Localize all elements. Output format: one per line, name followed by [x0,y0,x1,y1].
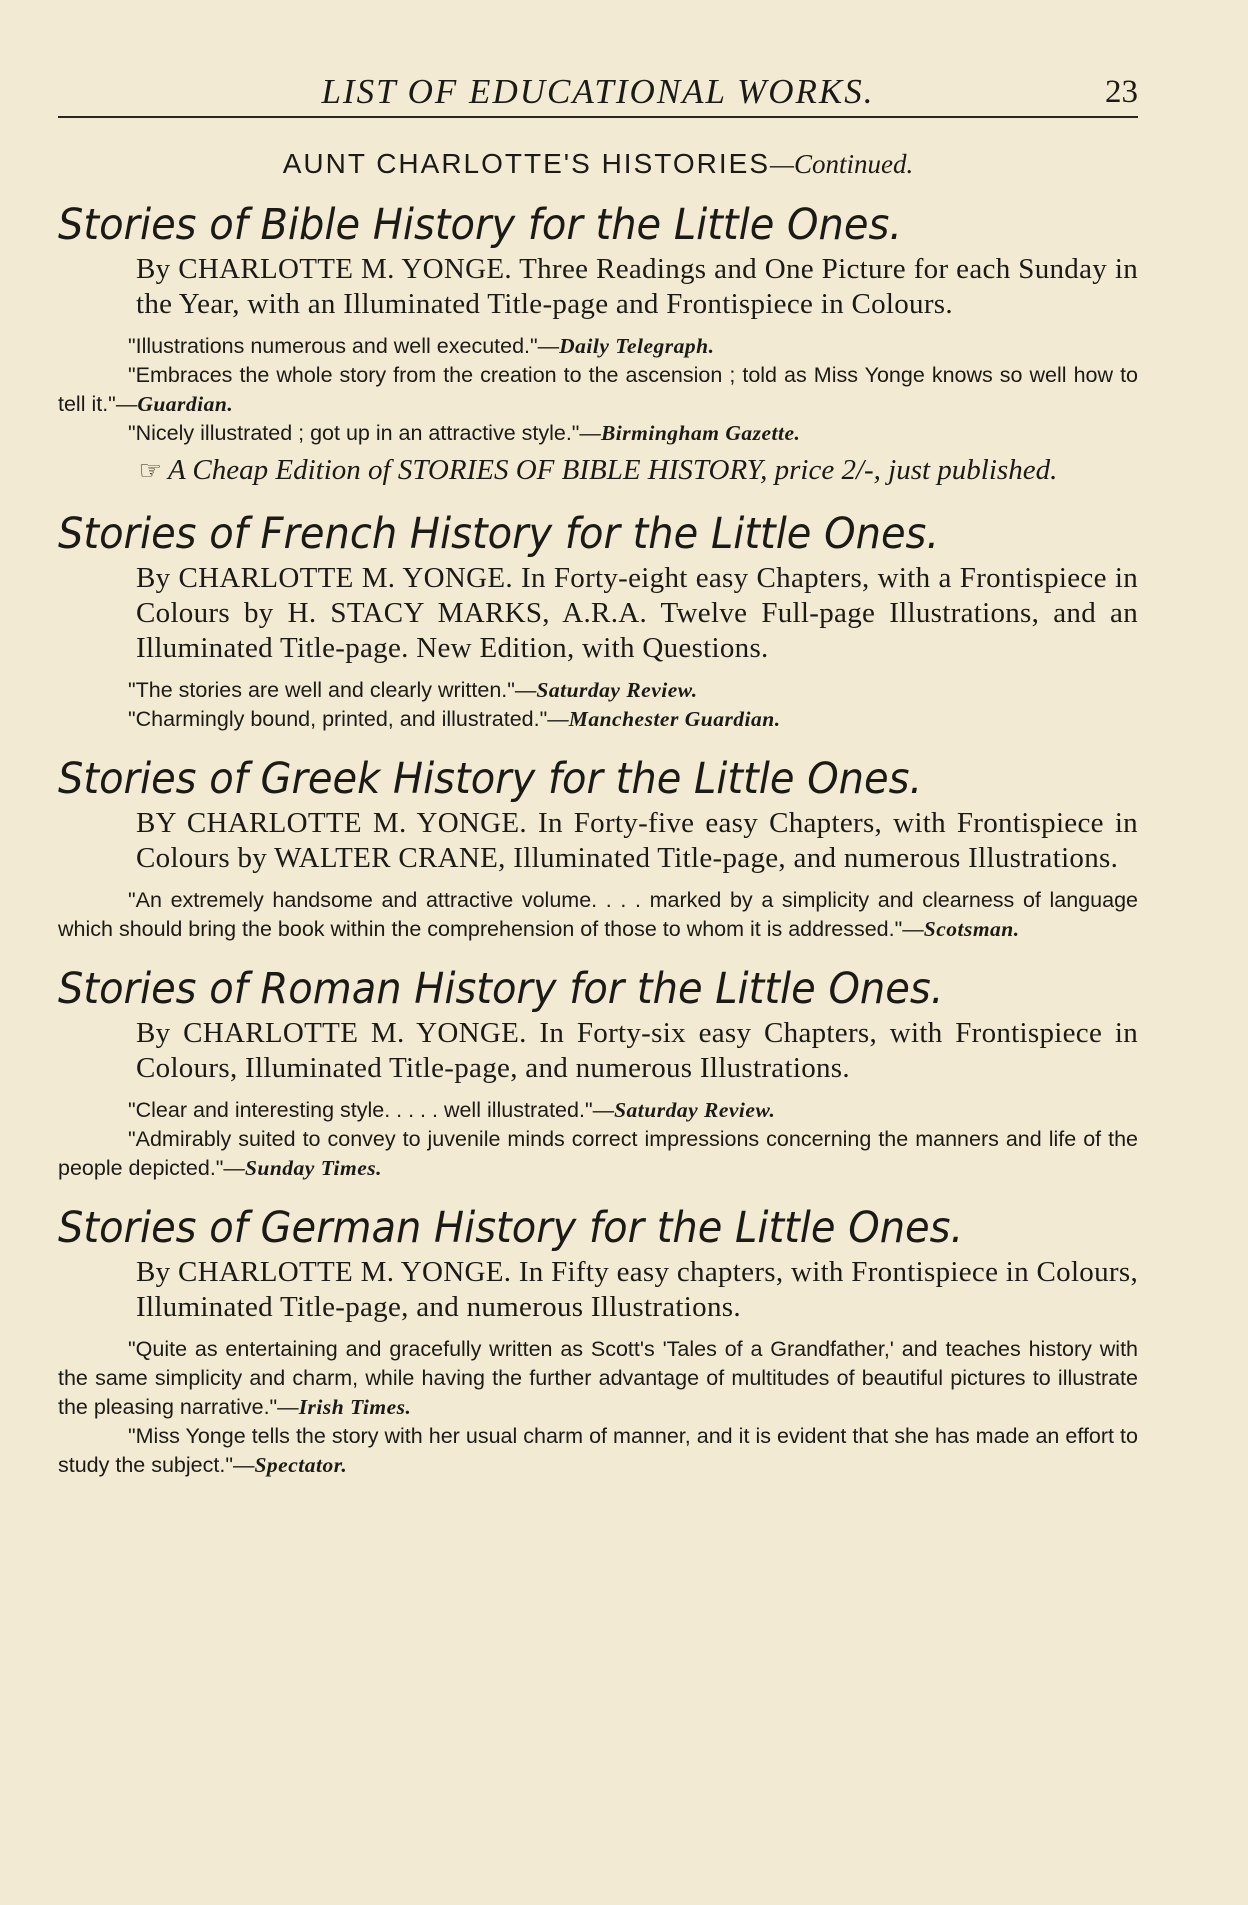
series-continued: —Continued. [770,149,914,179]
book-roman-history [58,964,1138,1183]
review-source: Saturday Review. [614,1098,776,1122]
book-title: Stories of Bible History for the Little Ones. [58,200,903,250]
header-rule [58,116,1138,118]
page-number: 23 [1105,74,1138,110]
review-source: Irish Times. [298,1395,412,1419]
pointing-hand-icon: ☞ [138,456,162,485]
review-source: Sunday Times. [244,1156,383,1180]
review: "Quite as entertaining and gracefully written as Scott's 'Tales of a Grandfather,' and teaches history with the same simplicity and charm, while having the further advantage of multitudes of beautiful pictures to illustrate the pleasing narrative."—Irish Times. [58,1337,1138,1419]
reviews [58,1335,1138,1480]
book-french-history [58,509,1138,734]
review: "Nicely illustrated ; got up in an attractive style."—Birmingham Gazette. [128,421,801,445]
book-description: By CHARLOTTE M. YONGE. In Forty-six easy Chapters, with Frontispiece in Colours, Illuminated Title-page, and numerous Illustrations. [136,1017,1138,1084]
reviews [58,676,1138,734]
series-heading [58,148,1138,180]
review-source: Daily Telegraph. [559,334,715,358]
review-source: Manchester Guardian. [568,707,781,731]
reviews [58,1096,1138,1183]
book-title: Stories of Greek History for the Little Ones. [58,754,923,804]
series-title: AUNT CHARLOTTE'S HISTORIES [282,148,770,179]
running-title: LIST OF EDUCATIONAL WORKS. [321,72,875,111]
cheap-edition-note: ☞ A Cheap Edition of STORIES OF BIBLE HISTORY, price 2/-, just published. [138,454,1058,486]
review: "Admirably suited to convey to juvenile minds correct impressions concerning the manners and life of the people depicted."—Sunday Times. [58,1127,1138,1180]
review-source: Birmingham Gazette. [600,421,801,445]
review-source: Spectator. [254,1453,348,1477]
book-german-history [58,1203,1138,1480]
book-title: Stories of Roman History for the Little Ones. [58,964,944,1014]
book-title: Stories of German History for the Little Ones. [58,1203,964,1253]
review: "An extremely handsome and attractive volume. . . . marked by a simplicity and clearness of language which should bring the book within the comprehension of those to whom it is addressed."—Scotsman. [58,888,1138,941]
review-source: Saturday Review. [536,678,698,702]
review: "Charmingly bound, printed, and illustrated."—Manchester Guardian. [128,707,781,731]
reviews [58,332,1138,448]
book-greek-history [58,754,1138,944]
review: "Embraces the whole story from the creation to the ascension ; told as Miss Yonge knows so well how to tell it."—Guardian. [58,363,1138,416]
book-description: By CHARLOTTE M. YONGE. Three Readings and One Picture for each Sunday in the Year, with an Illuminated Title-page and Frontispiece in Colours. [136,253,1138,320]
running-head [58,58,1138,112]
review: "Clear and interesting style. . . . . well illustrated."—Saturday Review. [128,1098,776,1122]
book-description: BY CHARLOTTE M. YONGE. In Forty-five easy Chapters, with Frontispiece in Colours by WALTER CRANE, Illuminated Title-page, and numerous Illustrations. [136,807,1138,874]
book-description: By CHARLOTTE M. YONGE. In Forty-eight easy Chapters, with a Frontispiece in Colours by H. STACY MARKS, A.R.A. Twelve Full-page Illustrations, and an Illuminated Title-page. New Edition, with Questions. [136,562,1138,664]
reviews [58,886,1138,944]
review: "The stories are well and clearly written."—Saturday Review. [128,678,698,702]
review: "Illustrations numerous and well executed."—Daily Telegraph. [128,334,715,358]
book-title: Stories of French History for the Little Ones. [58,509,940,559]
review: "Miss Yonge tells the story with her usual charm of manner, and it is evident that she has made an effort to study the subject."—Spectator. [58,1424,1138,1477]
page [58,58,1138,1480]
book-description: By CHARLOTTE M. YONGE. In Fifty easy chapters, with Frontispiece in Colours, Illuminated Title-page, and numerous Illustrations. [136,1256,1138,1323]
review-source: Scotsman. [923,917,1020,941]
review-source: Guardian. [137,392,234,416]
book-bible-history [58,200,1138,489]
